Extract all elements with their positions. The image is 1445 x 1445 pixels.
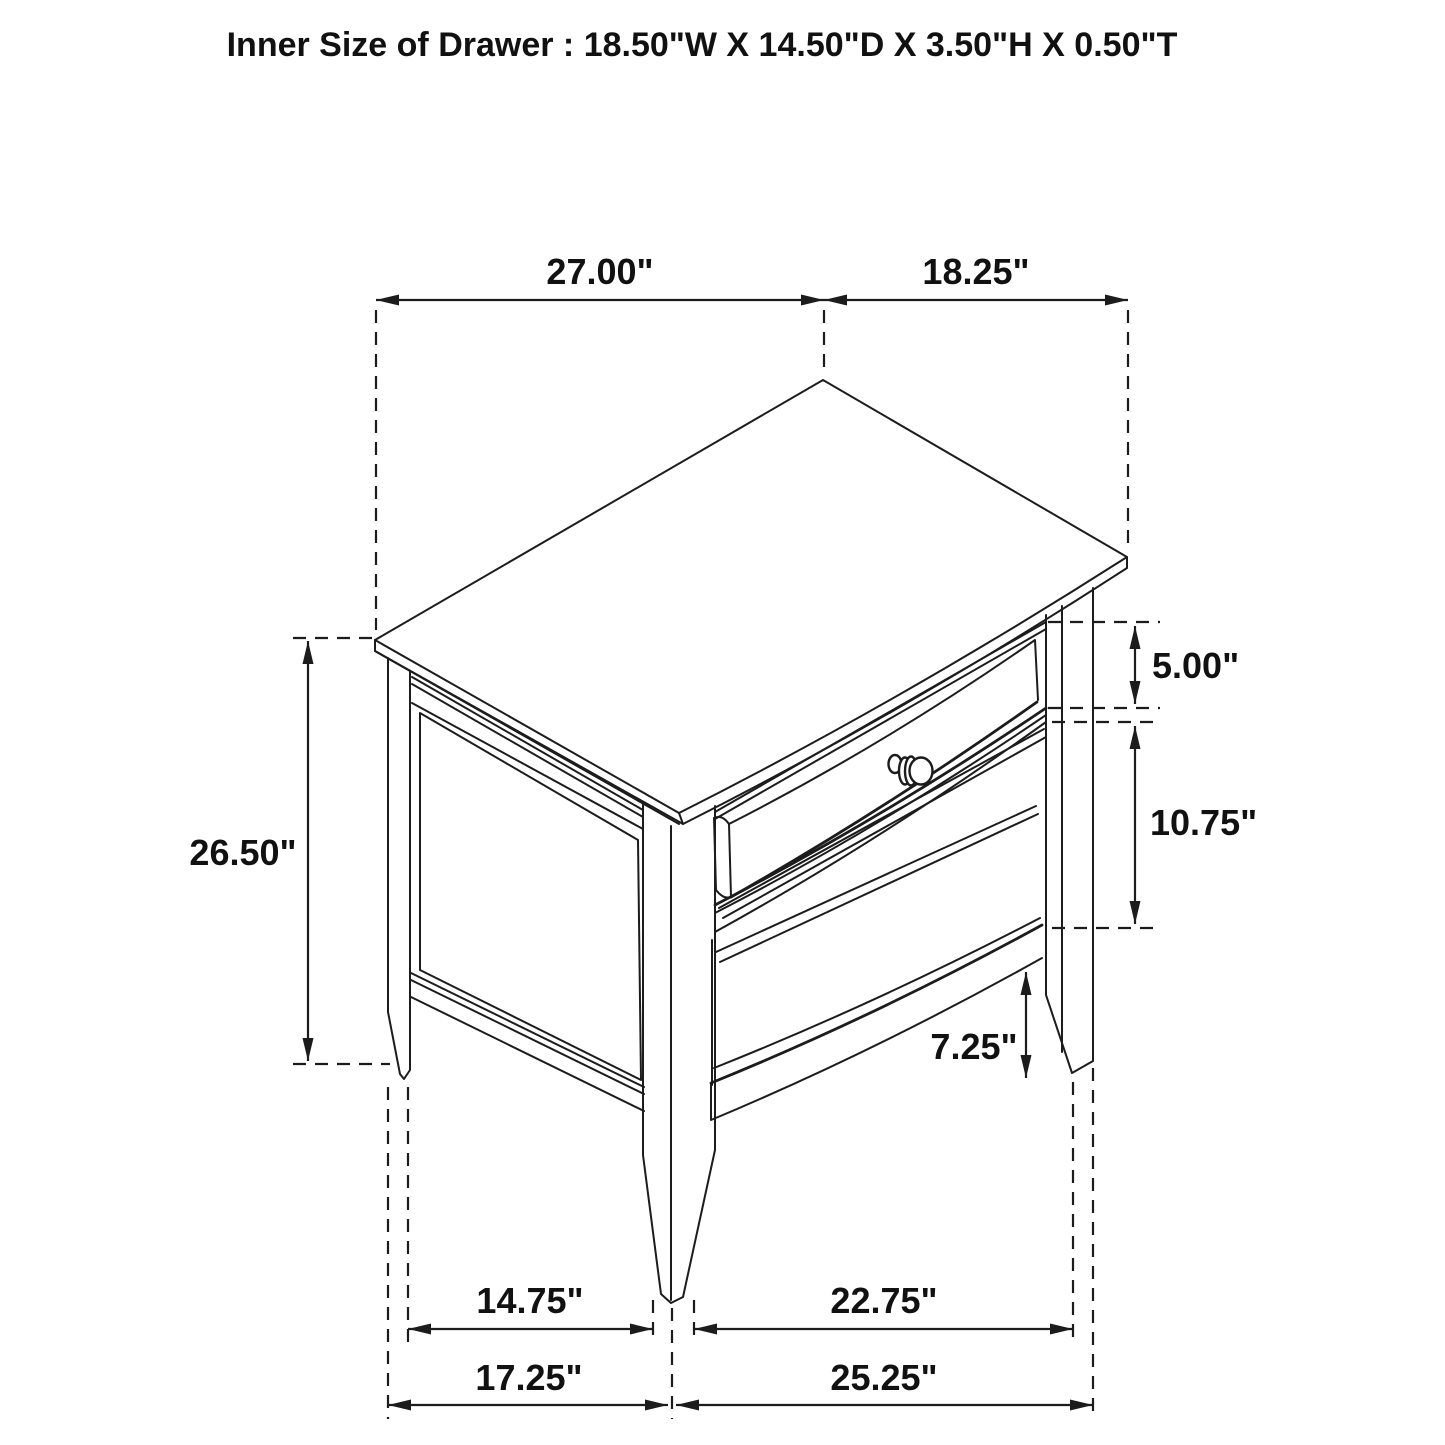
dim-inner-span-right: [694, 1280, 1073, 1329]
drawer-knob: [889, 755, 933, 786]
dim-label-shelf-opening: 10.75": [1150, 802, 1258, 843]
dim-label-inner-left: 14.75": [476, 1280, 584, 1321]
dim-label-outer-right: 25.25": [830, 1357, 938, 1398]
dim-outer-span-left: [388, 1357, 668, 1405]
dim-drawer-height: [1048, 622, 1239, 708]
left-leg: [388, 658, 410, 1079]
drawer-end-cap: [714, 817, 731, 898]
dim-label-inner-right: 22.75": [830, 1280, 938, 1321]
dim-shelf-to-floor: [930, 972, 1026, 1078]
dim-top-width: [376, 251, 824, 630]
dim-label-outer-left: 17.25": [475, 1357, 583, 1398]
dim-overall-height: [189, 638, 390, 1064]
dim-top-depth: [824, 251, 1128, 548]
drawer-face: [712, 622, 1046, 1085]
dim-inner-span-left: [408, 1280, 653, 1329]
tabletop: [375, 380, 1127, 824]
front-leg: [643, 802, 715, 1303]
dim-shelf-opening: [1052, 722, 1257, 928]
dim-label-top-depth: 18.25": [922, 251, 1030, 292]
open-shelf: [711, 918, 1042, 1120]
left-side-panel: [388, 658, 715, 1303]
page-title: Inner Size of Drawer : 18.50"W X 14.50"D X 3.50"H X 0.50"T: [226, 26, 1178, 64]
dim-outer-span-right: [676, 1357, 1093, 1405]
dim-label-overall-height: 26.50": [189, 832, 297, 873]
nightstand-drawing: [375, 380, 1127, 1303]
right-leg: [1046, 588, 1093, 1073]
dim-label-top-width: 27.00": [546, 251, 654, 292]
dim-label-shelf-to-floor: 7.25": [930, 1026, 1018, 1067]
dim-label-drawer-height: 5.00": [1152, 645, 1240, 686]
